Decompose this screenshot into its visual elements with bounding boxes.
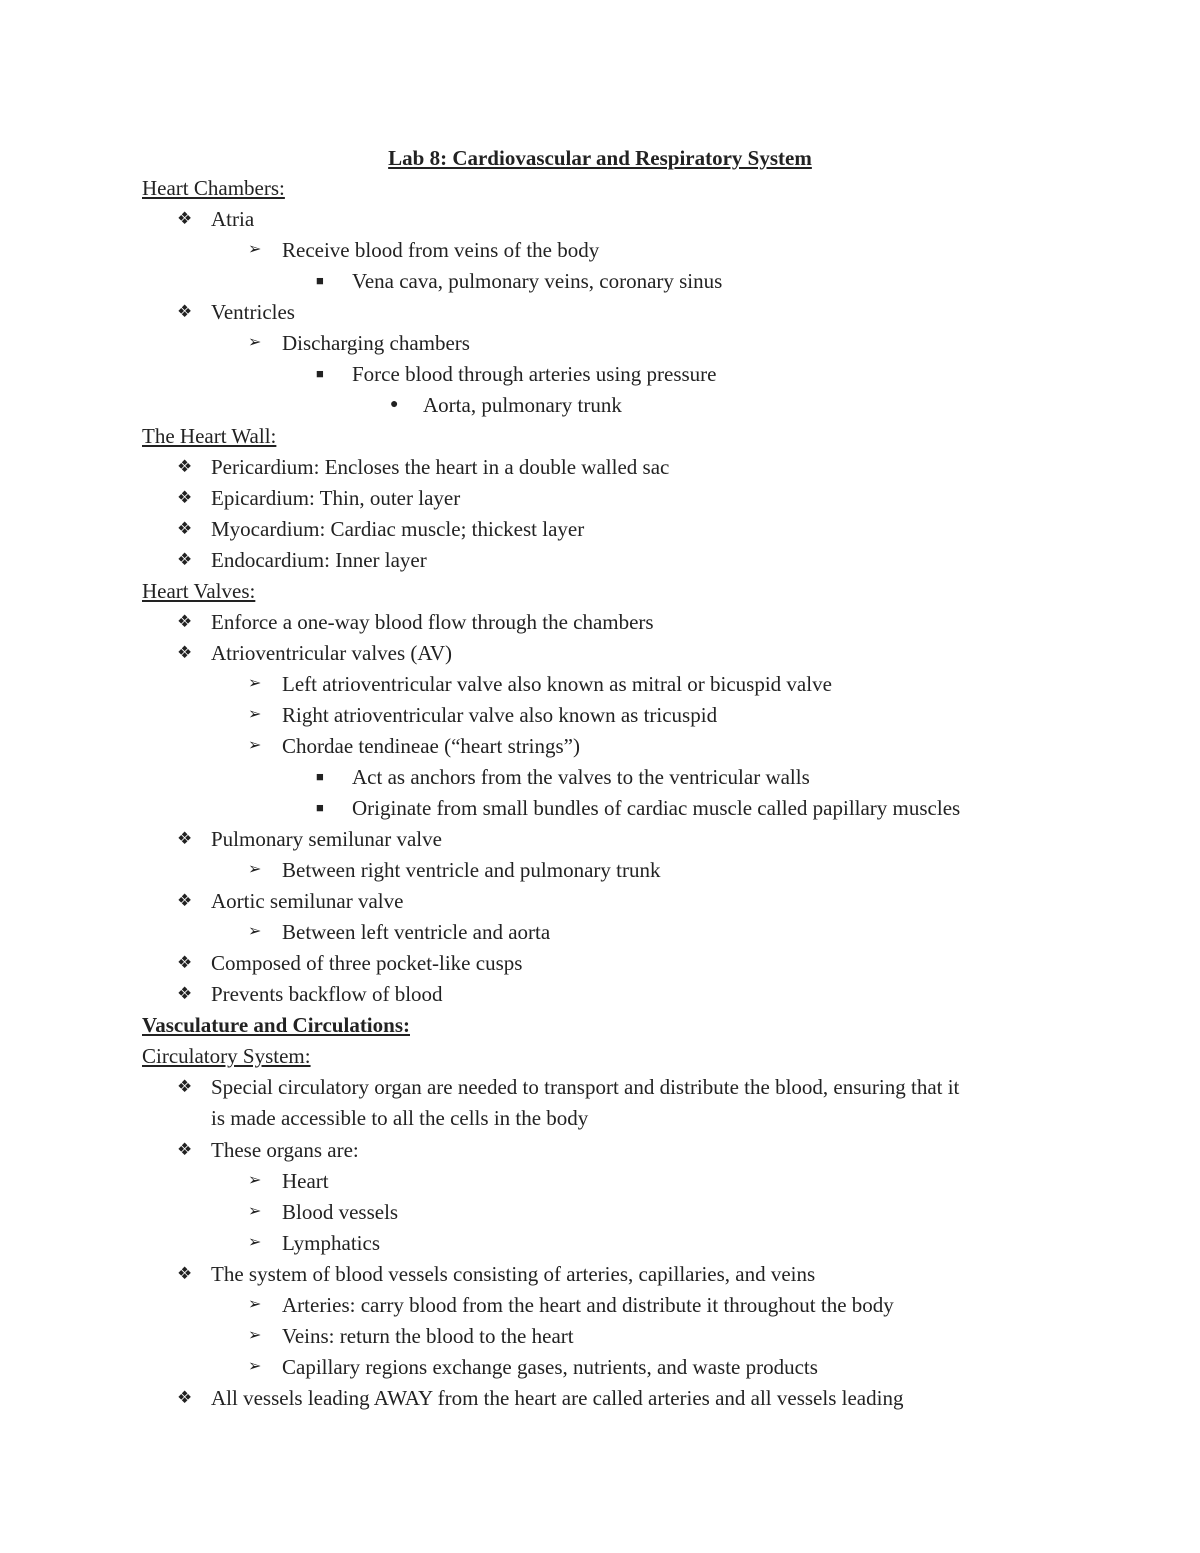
list-item-text: Receive blood from veins of the body	[282, 238, 600, 262]
diamond-bullet-icon: ❖	[177, 829, 193, 848]
diamond-bullet-icon: ❖	[177, 519, 193, 538]
arrow-bullet-icon: ➢	[248, 1296, 262, 1313]
list-item-text: Composed of three pocket-like cusps	[211, 951, 523, 975]
arrow-bullet-icon: ➢	[248, 1358, 262, 1375]
list-item-text: Prevents backflow of blood	[211, 982, 443, 1006]
diamond-bullet-icon: ❖	[177, 643, 193, 662]
list-item-text: Arteries: carry blood from the heart and distribute it throughout the body	[282, 1293, 894, 1317]
list-item-text: These organs are:	[211, 1138, 359, 1162]
heading-heart-wall: The Heart Wall:	[142, 424, 277, 448]
diamond-bullet-icon: ❖	[177, 891, 193, 910]
list-item-text: Chordae tendineae (“heart strings”)	[282, 734, 580, 758]
heading-circulatory-system: Circulatory System:	[142, 1044, 311, 1068]
diamond-bullet-icon: ❖	[177, 953, 193, 972]
list-item-text: Lymphatics	[282, 1231, 380, 1255]
list-item-text: Blood vessels	[282, 1200, 399, 1224]
arrow-bullet-icon: ➢	[248, 334, 262, 351]
list-item-text: Pulmonary semilunar valve	[211, 827, 442, 851]
diamond-bullet-icon: ❖	[177, 984, 193, 1003]
diamond-bullet-icon: ❖	[177, 612, 193, 631]
arrow-bullet-icon: ➢	[248, 241, 262, 258]
list-item-text: Pericardium: Encloses the heart in a double walled sac	[211, 455, 670, 479]
diamond-bullet-icon: ❖	[177, 1264, 193, 1283]
diamond-bullet-icon: ❖	[177, 488, 193, 507]
list-item-text: Originate from small bundles of cardiac muscle called papillary muscles	[352, 796, 961, 820]
list-item-text: Atrioventricular valves (AV)	[211, 641, 453, 665]
list-item-text: Between right ventricle and pulmonary trunk	[282, 858, 661, 882]
list-item-continuation: is made accessible to all the cells in the body	[211, 1106, 589, 1130]
list-item-text: Force blood through arteries using pressure	[352, 362, 717, 386]
list-item-text: Atria	[211, 207, 255, 231]
dot-bullet-icon: ●	[390, 397, 399, 412]
square-bullet-icon: ■	[316, 769, 324, 784]
square-bullet-icon: ■	[316, 800, 324, 815]
diamond-bullet-icon: ❖	[177, 1140, 193, 1159]
diamond-bullet-icon: ❖	[177, 1388, 193, 1407]
list-item-text: Endocardium: Inner layer	[211, 548, 427, 572]
list-item-text: Vena cava, pulmonary veins, coronary sinus	[352, 269, 723, 293]
arrow-bullet-icon: ➢	[248, 1234, 262, 1251]
arrow-bullet-icon: ➢	[248, 675, 262, 692]
list-item-text: Myocardium: Cardiac muscle; thickest layer	[211, 517, 585, 541]
heading-heart-chambers: Heart Chambers:	[142, 176, 285, 200]
arrow-bullet-icon: ➢	[248, 1203, 262, 1220]
list-item-text: Aorta, pulmonary trunk	[423, 393, 622, 417]
list-item-text: Enforce a one-way blood flow through the chambers	[211, 610, 654, 634]
list-item-text: Right atrioventricular valve also known as tricuspid	[282, 703, 718, 727]
list-item-text: Epicardium: Thin, outer layer	[211, 486, 461, 510]
list-item-text: Between left ventricle and aorta	[282, 920, 551, 944]
list-item-text: Act as anchors from the valves to the ventricular walls	[352, 765, 810, 789]
list-item-text: Aortic semilunar valve	[211, 889, 404, 913]
list-item-text: The system of blood vessels consisting of arteries, capillaries, and veins	[211, 1262, 816, 1286]
heading-vasculature: Vasculature and Circulations:	[142, 1013, 410, 1037]
list-item-text: Ventricles	[211, 300, 295, 324]
diamond-bullet-icon: ❖	[177, 550, 193, 569]
heading-heart-valves: Heart Valves:	[142, 579, 256, 603]
diamond-bullet-icon: ❖	[177, 457, 193, 476]
page-title: Lab 8: Cardiovascular and Respiratory System	[388, 146, 812, 170]
list-item-text: Left atrioventricular valve also known as mitral or bicuspid valve	[282, 672, 832, 696]
list-item-text: All vessels leading AWAY from the heart are called arteries and all vessels leading	[211, 1386, 904, 1410]
arrow-bullet-icon: ➢	[248, 706, 262, 723]
square-bullet-icon: ■	[316, 366, 324, 381]
arrow-bullet-icon: ➢	[248, 923, 262, 940]
arrow-bullet-icon: ➢	[248, 1327, 262, 1344]
list-item-text: Discharging chambers	[282, 331, 470, 355]
diamond-bullet-icon: ❖	[177, 302, 193, 321]
square-bullet-icon: ■	[316, 273, 324, 288]
diamond-bullet-icon: ❖	[177, 1077, 193, 1096]
list-item-text: Heart	[282, 1169, 329, 1193]
diamond-bullet-icon: ❖	[177, 209, 193, 228]
arrow-bullet-icon: ➢	[248, 861, 262, 878]
arrow-bullet-icon: ➢	[248, 737, 262, 754]
list-item-text: Veins: return the blood to the heart	[282, 1324, 574, 1348]
list-item-text: Capillary regions exchange gases, nutrients, and waste products	[282, 1355, 818, 1379]
list-item-text: Special circulatory organ are needed to transport and distribute the blood, ensuring that it	[211, 1075, 960, 1099]
arrow-bullet-icon: ➢	[248, 1172, 262, 1189]
